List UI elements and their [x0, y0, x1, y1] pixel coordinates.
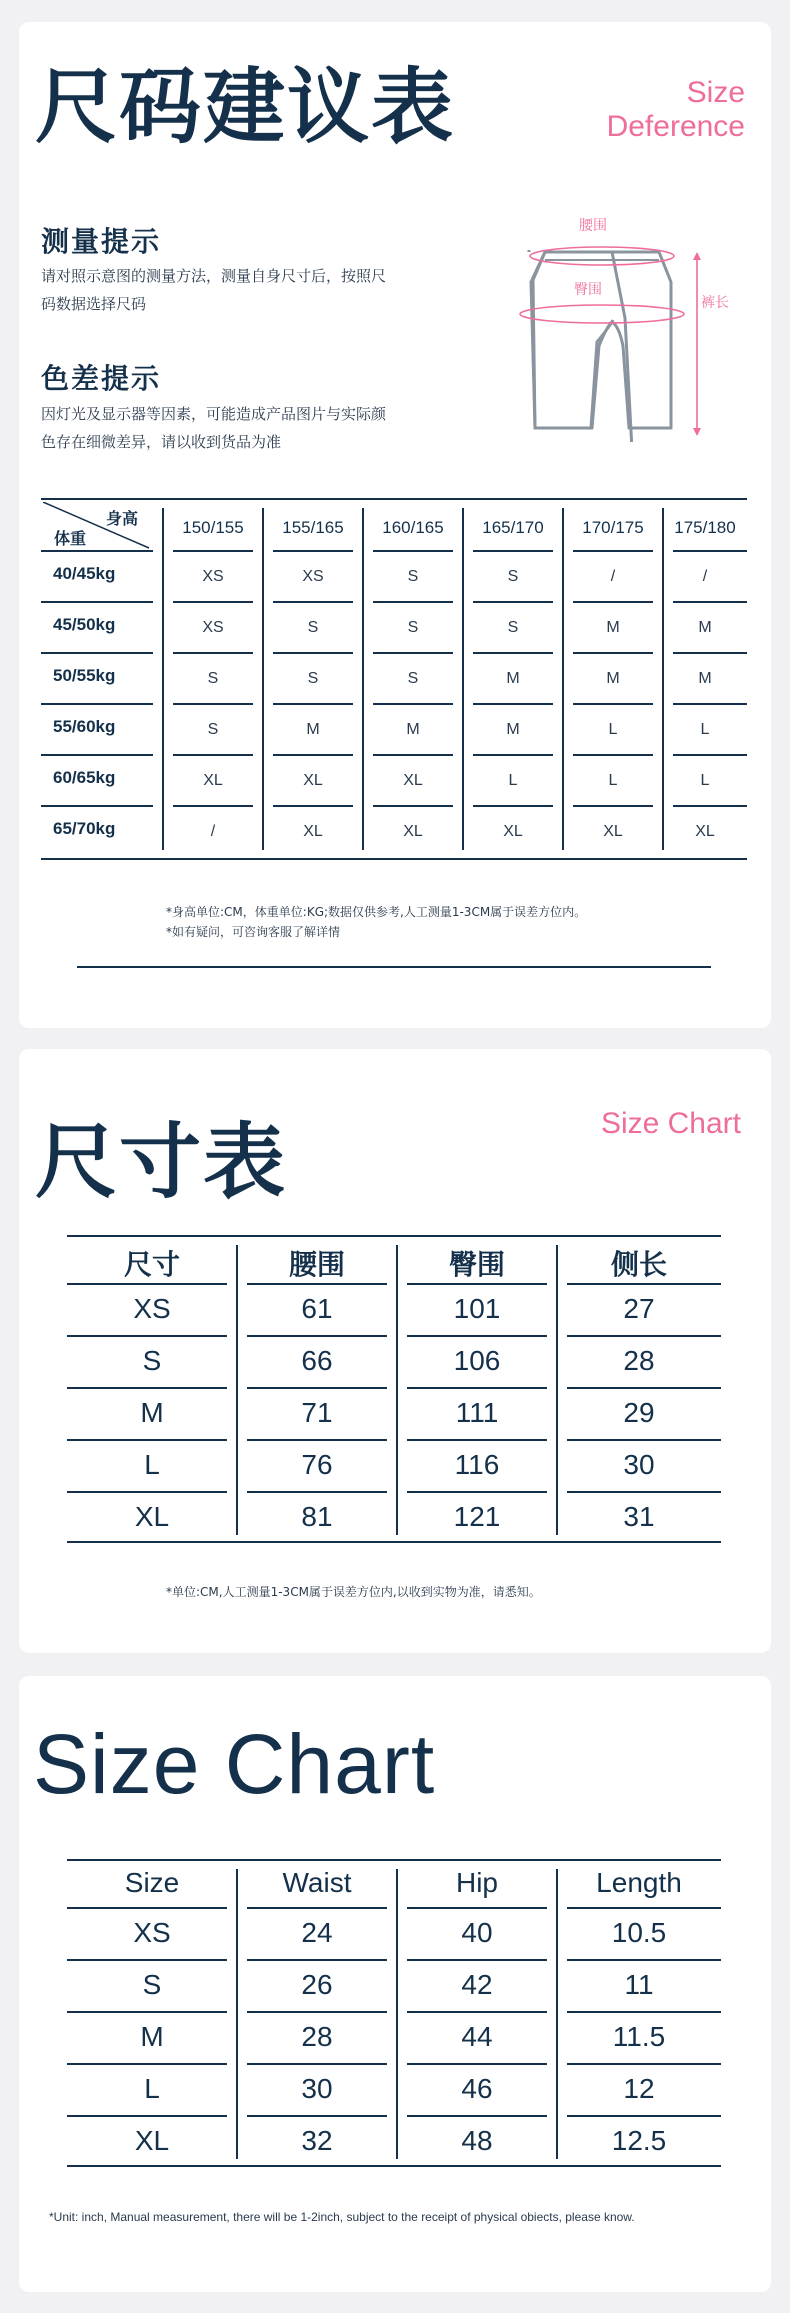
size-cell: S: [207, 670, 219, 687]
corner-weight-label: 体重: [53, 531, 86, 548]
weight-label-3: 55/60kg: [53, 717, 116, 736]
size-label: XL: [134, 1501, 170, 1532]
measurement-cell: 106: [453, 1345, 501, 1376]
size-cell: XS: [302, 568, 324, 585]
size-label: XS: [133, 1293, 171, 1324]
measurement-cell: 71: [301, 1397, 333, 1428]
size-cell: S: [207, 721, 219, 738]
inch-size-chart-card: [19, 1676, 771, 2292]
size-cell: M: [698, 670, 712, 687]
weight-label-0: 40/45kg: [53, 564, 116, 583]
size-cell: M: [606, 619, 620, 636]
size-cell: M: [698, 619, 712, 636]
size-cell: XL: [303, 823, 323, 840]
weight-label-2: 50/55kg: [53, 666, 116, 685]
size-cell: XS: [202, 619, 224, 636]
height-header-5: 175/180: [674, 518, 736, 537]
measurement-cell: 24: [301, 1917, 333, 1948]
diagram-hip-label: 臀围: [574, 282, 602, 298]
weight-label-4: 60/65kg: [53, 768, 116, 787]
measurement-cell: 42: [461, 1969, 493, 2000]
divider: [77, 966, 711, 968]
size-cell: /: [210, 823, 216, 840]
size-cell: L: [608, 772, 618, 789]
measurement-cell: 61: [301, 1293, 333, 1324]
measurement-cell: 11: [624, 1969, 654, 2000]
height-header-3: 165/170: [482, 518, 544, 537]
en-title-size: Size: [686, 76, 745, 109]
size-cell: XL: [403, 823, 423, 840]
measurement-cell: 11.5: [612, 2021, 666, 2052]
inch-chart-title: Size Chart: [33, 1717, 436, 1811]
size-cell: XL: [303, 772, 323, 789]
column-header-0: Size: [124, 1867, 180, 1898]
measurement-cell: 32: [301, 2125, 333, 2156]
size-label: XS: [133, 1917, 171, 1948]
size-label: XL: [134, 2125, 170, 2156]
color-tip-heading: 色差提示: [41, 362, 162, 395]
measurement-cell: 27: [623, 1293, 655, 1324]
size-cell: L: [700, 772, 710, 789]
measurement-cell: 28: [301, 2021, 333, 2052]
measure-tip-heading: 测量提示: [41, 225, 162, 258]
measurement-cell: 81: [301, 1501, 333, 1532]
size-cell: XL: [503, 823, 523, 840]
shorts-diagram: [499, 202, 729, 442]
column-header-0: 尺寸: [123, 1248, 180, 1281]
column-header-1: 腰围: [288, 1248, 345, 1281]
size-cell: S: [507, 619, 519, 636]
size-label: L: [144, 1449, 160, 1480]
measurement-cell: 101: [453, 1293, 501, 1324]
cm-size-table: [67, 1235, 721, 1543]
size-cell: L: [608, 721, 618, 738]
measurement-cell: 28: [623, 1345, 655, 1376]
cm-chart-en-title: Size Chart: [600, 1107, 741, 1140]
cm-chart-note: *单位:CM,人工测量1-3CM属于误差方位内,以收到实物为准，请悉知。: [166, 1585, 541, 1599]
page-title: 尺码建议表: [35, 60, 456, 155]
size-cell: L: [508, 772, 518, 789]
diagram-length-label: 裤长: [701, 295, 729, 311]
measurement-cell: 111: [455, 1397, 499, 1428]
size-cell: XL: [203, 772, 223, 789]
size-cell: XL: [603, 823, 623, 840]
size-cell: S: [407, 619, 419, 636]
measurement-cell: 10.5: [611, 1917, 667, 1948]
weight-label-1: 45/50kg: [53, 615, 116, 634]
measurement-cell: 30: [301, 2073, 333, 2104]
en-title-deference: Deference: [606, 110, 745, 143]
size-label: L: [144, 2073, 160, 2104]
color-tip-text: 因灯光及显示器等因素，可能造成产品图片与实际颜色存在细微差异，请以收到货品为准: [41, 405, 387, 451]
height-header-0: 150/155: [182, 518, 244, 537]
size-cell: M: [506, 670, 520, 687]
height-header-1: 155/165: [282, 518, 344, 537]
size-cell: XS: [202, 568, 224, 585]
height-header-4: 170/175: [582, 518, 644, 537]
size-recommendation-card: [19, 22, 771, 1028]
column-header-2: Hip: [455, 1867, 498, 1898]
measurement-cell: 76: [301, 1449, 333, 1480]
size-label: S: [142, 1345, 162, 1376]
size-cell: /: [610, 568, 616, 585]
size-cell: XL: [403, 772, 423, 789]
size-label: S: [142, 1969, 162, 2000]
diagram-waist-label: 腰围: [579, 218, 607, 234]
measurement-cell: 48: [461, 2125, 493, 2156]
measurement-cell: 121: [453, 1501, 501, 1532]
size-cell: /: [702, 568, 708, 585]
inch-chart-note: *Unit: inch, Manual measurement, there will be 1-2inch, subject to the receipt of physical obiects, please know.: [49, 2210, 635, 2224]
size-cell: S: [407, 568, 419, 585]
size-cell: XL: [695, 823, 715, 840]
measurement-cell: 116: [454, 1449, 500, 1480]
size-cell: S: [407, 670, 419, 687]
reference-note-1: *身高单位:CM，体重单位:KG;数据仅供参考,人工测量1-3CM属于误差方位内。: [166, 905, 587, 919]
size-cell: L: [700, 721, 710, 738]
measurement-cell: 46: [461, 2073, 493, 2104]
measurement-cell: 66: [301, 1345, 333, 1376]
measurement-cell: 40: [461, 1917, 493, 1948]
weight-label-5: 65/70kg: [53, 819, 116, 838]
measurement-cell: 29: [623, 1397, 655, 1428]
size-cell: S: [307, 670, 319, 687]
column-header-1: Waist: [282, 1867, 352, 1898]
corner-height-label: 身高: [105, 511, 138, 528]
measurement-cell: 12: [623, 2073, 655, 2104]
measurement-cell: 26: [301, 1969, 333, 2000]
measurement-cell: 44: [461, 2021, 493, 2052]
height-header-2: 160/165: [382, 518, 444, 537]
size-cell: S: [307, 619, 319, 636]
cm-size-chart-card: [19, 1049, 771, 1653]
inch-size-table: [67, 1859, 721, 2167]
column-header-3: 侧长: [610, 1248, 667, 1281]
measurement-cell: 12.5: [611, 2125, 667, 2156]
measure-tip-text: 请对照示意图的测量方法，测量自身尺寸后，按照尺码数据选择尺码: [41, 267, 387, 313]
column-header-3: Length: [596, 1867, 682, 1898]
size-cell: S: [507, 568, 519, 585]
size-label: M: [140, 2021, 164, 2052]
size-cell: M: [606, 670, 620, 687]
size-label: M: [140, 1397, 164, 1428]
size-cell: M: [306, 721, 320, 738]
size-cell: M: [406, 721, 420, 738]
measurement-cell: 30: [623, 1449, 655, 1480]
size-recommendation-table: [41, 498, 747, 860]
cm-chart-title: 尺寸表: [35, 1115, 288, 1210]
column-header-2: 臀围: [448, 1248, 505, 1281]
size-cell: M: [506, 721, 520, 738]
measurement-cell: 31: [623, 1501, 655, 1532]
reference-note-2: *如有疑问，可咨询客服了解详情: [166, 925, 341, 939]
